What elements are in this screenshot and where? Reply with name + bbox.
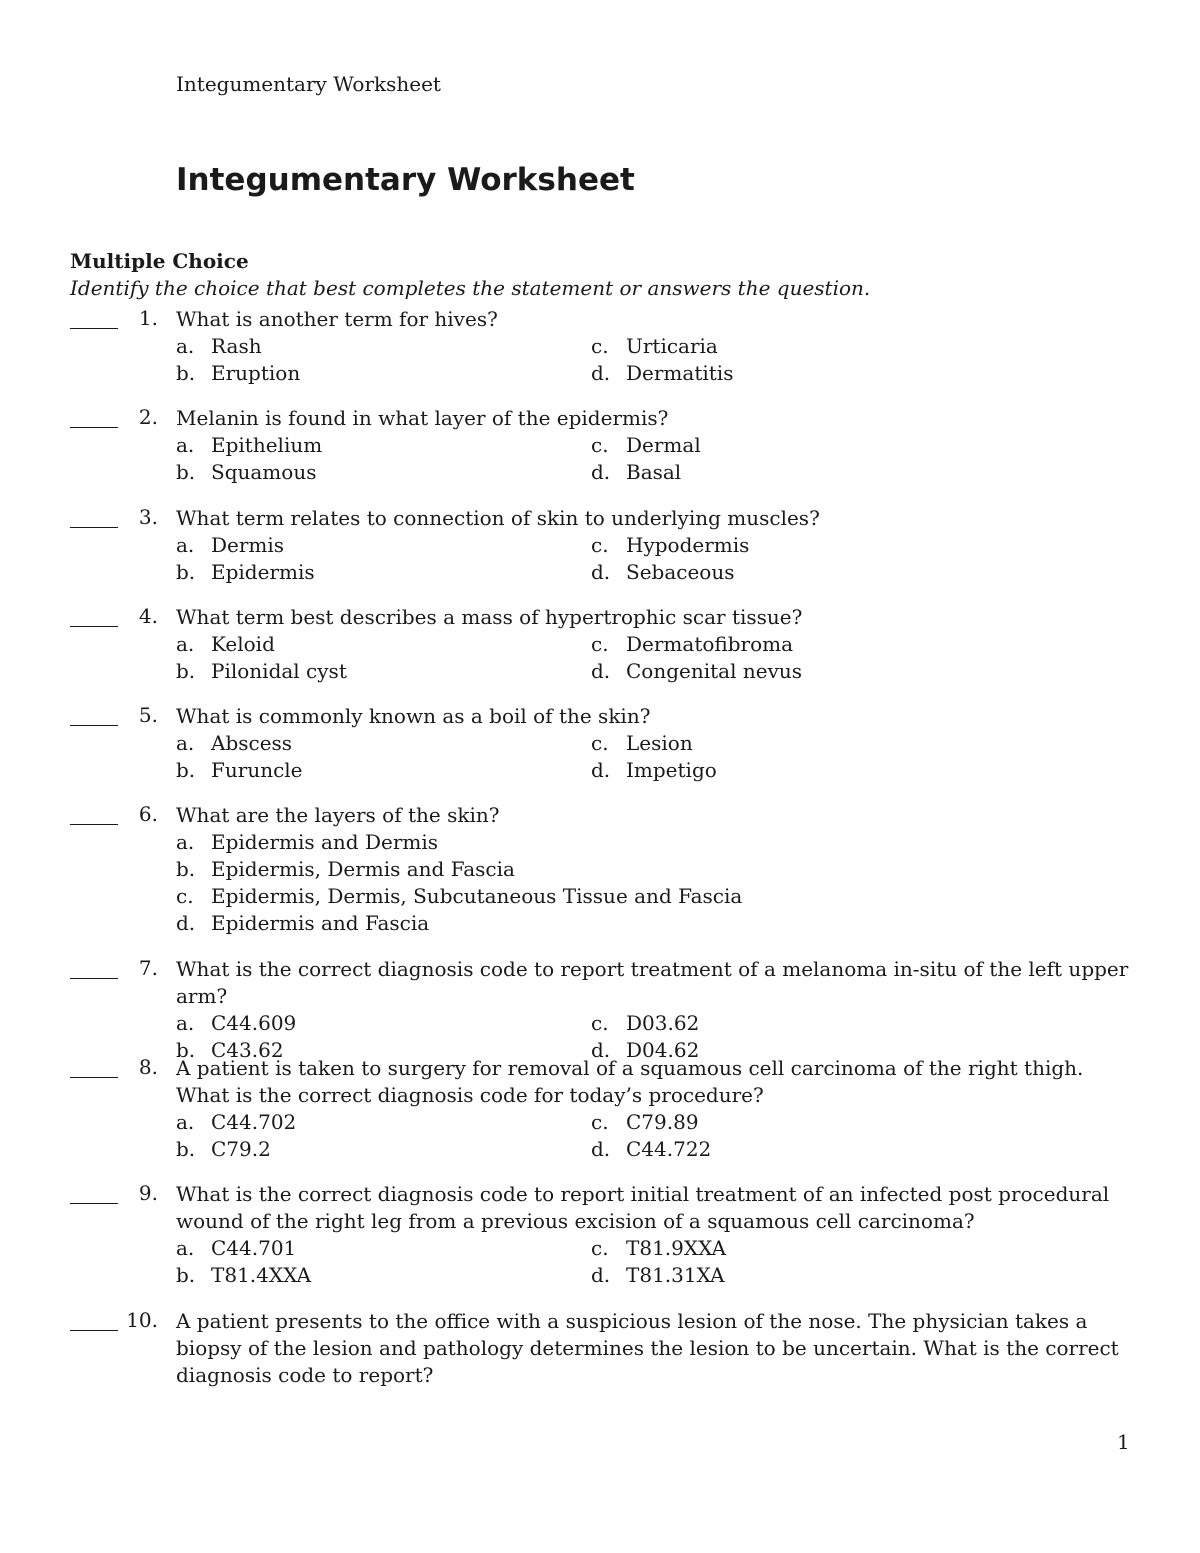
option-letter: a. (176, 334, 195, 358)
question-number: 5. (138, 703, 158, 727)
question-text: What is the correct diagnosis code to report initial treatment of an infected post procedural wound of the right leg from a previous excision of a squamous cell carcinoma? (176, 1182, 1110, 1233)
option-d (591, 1136, 711, 1163)
answer-blank[interactable] (70, 1055, 118, 1078)
option-letter: b. (176, 361, 196, 385)
question-number: 10. (126, 1308, 158, 1332)
option-c (591, 532, 749, 559)
question-text: Melanin is found in what layer of the epidermis? (176, 406, 669, 430)
option-b (176, 459, 316, 486)
option-letter: d. (591, 758, 611, 782)
question-text: What term best describes a mass of hypertrophic scar tissue? (176, 605, 803, 629)
option-letter: c. (591, 1236, 609, 1260)
option-letter: b. (176, 1263, 196, 1287)
question-number: 1. (138, 306, 158, 330)
option-text: Keloid (211, 632, 275, 656)
option-letter: b. (176, 460, 196, 484)
option-letter: c. (591, 334, 609, 358)
option-letter: c. (591, 1011, 609, 1035)
option-text: T81.9XXA (626, 1236, 727, 1260)
option-b (176, 1136, 271, 1163)
question-text: What is commonly known as a boil of the skin? (176, 704, 651, 728)
option-letter: c. (591, 433, 609, 457)
section-instructions: Identify the choice that best completes the statement or answers the question. (70, 276, 871, 300)
option-text: Congenital nevus (626, 659, 803, 683)
option-text: Sebaceous (626, 560, 735, 584)
option-letter: d. (591, 1137, 611, 1161)
option-text: Dermatitis (626, 361, 734, 385)
option-a (176, 631, 275, 658)
option-text: C44.722 (626, 1137, 712, 1161)
question-number: 4. (138, 604, 158, 628)
question-number: 7. (138, 956, 158, 980)
question-text: What is the correct diagnosis code to report treatment of a melanoma in-situ of the left upper arm? (176, 957, 1129, 1008)
option-text: Lesion (626, 731, 693, 755)
option-a (176, 1109, 296, 1136)
option-a (176, 1235, 296, 1262)
option-letter: b. (176, 560, 196, 584)
option-letter: b. (176, 857, 196, 881)
option-b (176, 856, 515, 883)
option-c (591, 1109, 699, 1136)
option-a (176, 730, 292, 757)
running-header: Integumentary Worksheet (176, 72, 441, 96)
option-letter: a. (176, 830, 195, 854)
answer-blank[interactable] (70, 703, 118, 726)
option-d (591, 658, 802, 685)
option-letter: b. (176, 1137, 196, 1161)
option-letter: c. (591, 533, 609, 557)
option-text: Dermatofibroma (626, 632, 794, 656)
option-b (176, 559, 315, 586)
answer-blank[interactable] (70, 1308, 118, 1331)
option-c (591, 631, 793, 658)
option-letter: a. (176, 731, 195, 755)
option-b (176, 757, 303, 784)
option-letter: a. (176, 533, 195, 557)
page-number: 1 (1117, 1430, 1130, 1454)
option-b (176, 1262, 311, 1289)
option-letter: a. (176, 433, 195, 457)
question-text: A patient is taken to surgery for removal of a squamous cell carcinoma of the right thigh. What is the correct diagnosis code for today’s procedure? (176, 1056, 1084, 1107)
option-text: T81.31XA (626, 1263, 725, 1287)
option-text: Furuncle (211, 758, 303, 782)
option-letter: a. (176, 1236, 195, 1260)
option-text: C43.62 (211, 1038, 284, 1062)
question-number: 9. (138, 1181, 158, 1205)
option-letter: d. (176, 911, 196, 935)
option-letter: d. (591, 560, 611, 584)
option-d (591, 559, 735, 586)
option-a (176, 532, 284, 559)
option-text: D04.62 (626, 1038, 700, 1062)
option-a (176, 333, 262, 360)
option-text: Epidermis and Dermis (211, 830, 439, 854)
option-text: Rash (211, 334, 262, 358)
option-c (591, 730, 693, 757)
option-text: Basal (626, 460, 682, 484)
option-letter: c. (591, 731, 609, 755)
option-text: Dermal (626, 433, 701, 457)
option-letter: b. (176, 1038, 196, 1062)
option-letter: c. (591, 632, 609, 656)
option-c (591, 1010, 699, 1037)
option-d (591, 1262, 725, 1289)
question-number: 3. (138, 505, 158, 529)
answer-blank[interactable] (70, 306, 118, 329)
option-c (591, 1235, 726, 1262)
answer-blank[interactable] (70, 505, 118, 528)
option-text: C79.2 (211, 1137, 271, 1161)
option-letter: a. (176, 1011, 195, 1035)
option-c (591, 333, 718, 360)
option-text: Epidermis, Dermis, Subcutaneous Tissue and Fascia (211, 884, 743, 908)
option-text: Urticaria (626, 334, 718, 358)
option-text: Dermis (211, 533, 285, 557)
option-letter: c. (176, 884, 194, 908)
option-text: C44.702 (211, 1110, 297, 1134)
option-a (176, 829, 438, 856)
option-text: T81.4XXA (211, 1263, 312, 1287)
question-text: A patient presents to the office with a suspicious lesion of the nose. The physician takes a biopsy of the lesion and pathology determines the lesion to be uncertain. What is the correct diagnosis code to report? (176, 1309, 1119, 1387)
option-letter: d. (591, 460, 611, 484)
question-text: What term relates to connection of skin to underlying muscles? (176, 506, 820, 530)
option-d (591, 459, 681, 486)
option-text: Hypodermis (626, 533, 750, 557)
page-title: Integumentary Worksheet (176, 162, 635, 198)
option-text: Epithelium (211, 433, 323, 457)
option-letter: d. (591, 1263, 611, 1287)
option-c (591, 432, 701, 459)
question-number: 2. (138, 405, 158, 429)
option-b (176, 360, 300, 387)
option-text: C44.701 (211, 1236, 297, 1260)
option-letter: a. (176, 1110, 195, 1134)
option-letter: c. (591, 1110, 609, 1134)
question-text: What is another term for hives? (176, 307, 498, 331)
question-text: What are the layers of the skin? (176, 803, 500, 827)
option-c (176, 883, 742, 910)
answer-blank[interactable] (70, 405, 118, 428)
option-d (591, 757, 717, 784)
option-text: C79.89 (626, 1110, 699, 1134)
question-number: 8. (138, 1055, 158, 1079)
option-a (176, 432, 322, 459)
option-text: C44.609 (211, 1011, 297, 1035)
option-text: Squamous (211, 460, 317, 484)
option-letter: d. (591, 659, 611, 683)
option-text: Epidermis (211, 560, 315, 584)
answer-blank[interactable] (70, 802, 118, 825)
option-letter: d. (591, 1038, 611, 1062)
option-letter: b. (176, 659, 196, 683)
option-text: Epidermis, Dermis and Fascia (211, 857, 515, 881)
option-text: Pilonidal cyst (211, 659, 347, 683)
option-b (176, 658, 347, 685)
option-text: Epidermis and Fascia (211, 911, 430, 935)
answer-blank[interactable] (70, 604, 118, 627)
option-letter: a. (176, 632, 195, 656)
answer-blank[interactable] (70, 1181, 118, 1204)
option-text: Abscess (211, 731, 293, 755)
option-letter: b. (176, 758, 196, 782)
option-text: Eruption (211, 361, 301, 385)
option-d (591, 360, 733, 387)
option-text: D03.62 (626, 1011, 700, 1035)
option-a (176, 1010, 296, 1037)
answer-blank[interactable] (70, 956, 118, 979)
section-heading: Multiple Choice (70, 249, 249, 273)
question-number: 6. (138, 802, 158, 826)
option-letter: d. (591, 361, 611, 385)
option-text: Impetigo (626, 758, 717, 782)
option-d (176, 910, 429, 937)
